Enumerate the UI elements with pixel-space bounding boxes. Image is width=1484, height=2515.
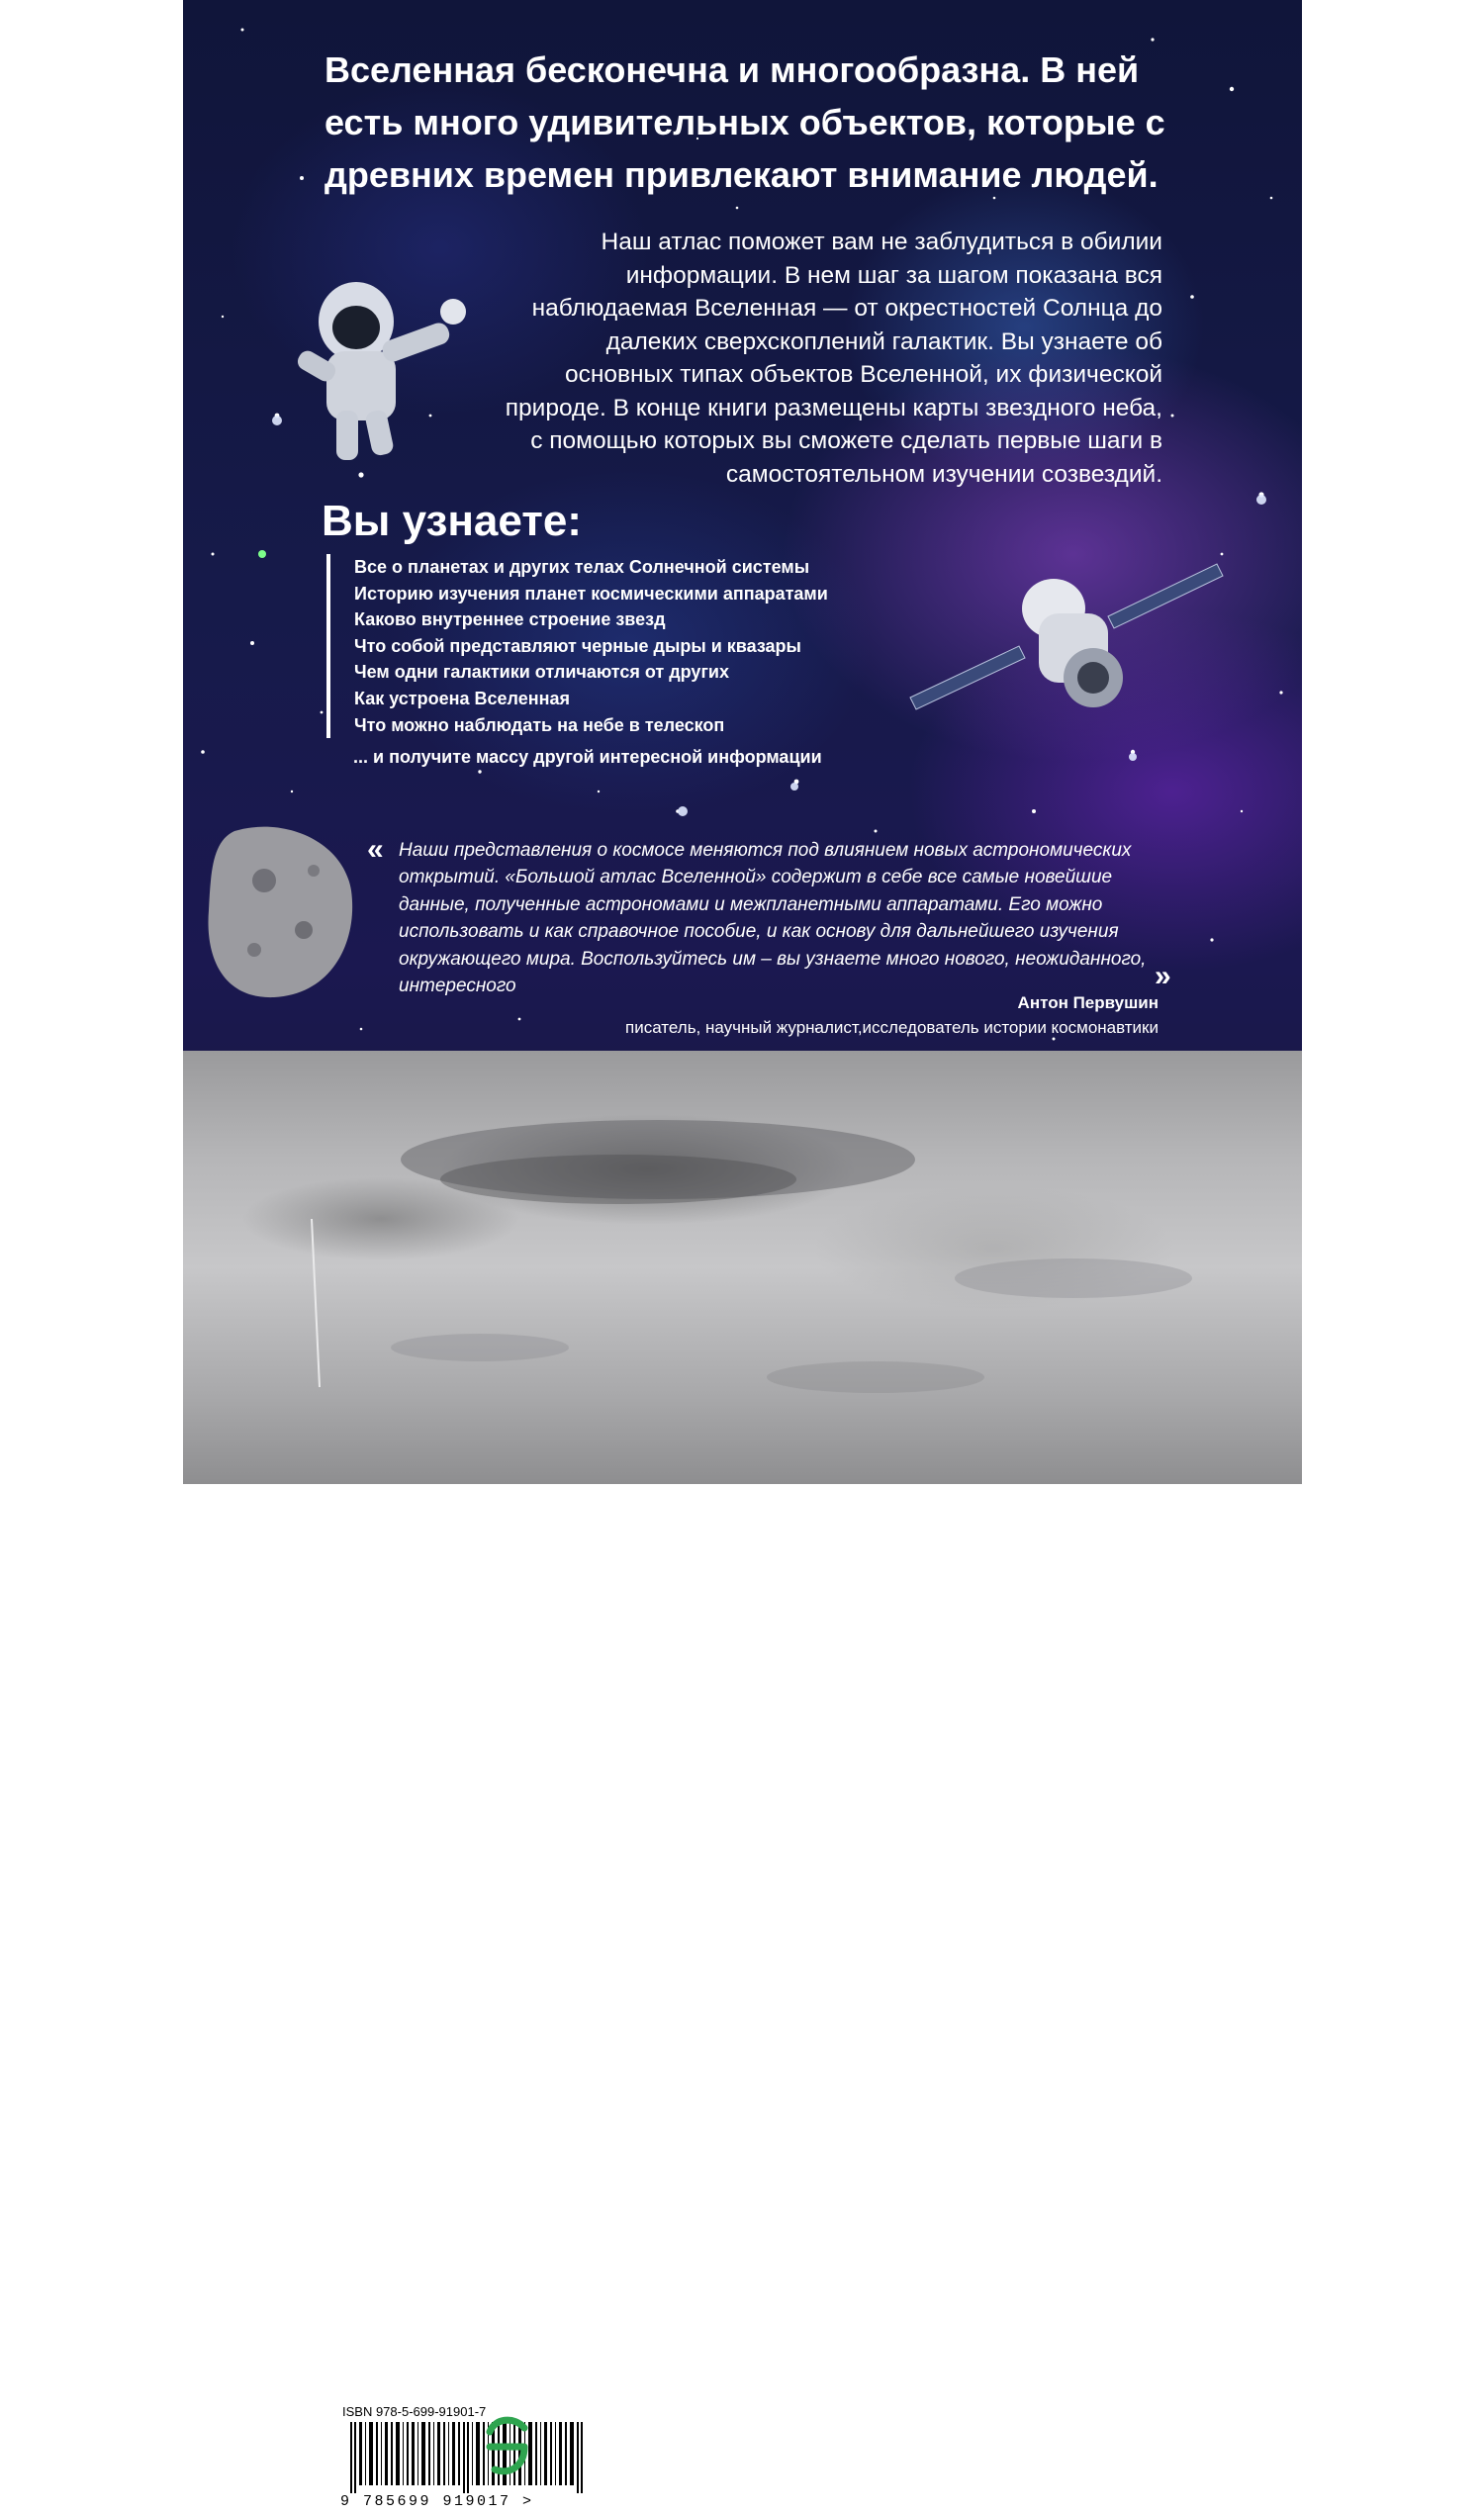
review-quote: Наши представления о космосе меняются под влиянием новых астрономических открытий. «Большой атлас Вселенной» содержит в себе все самые новейшие данные, полученные астрономами и межпланетными аппаратами. Его можно использовать и как справочное пособие, и как основу для дальнейшего изучения окружающего мира. Воспользуйтесь им – вы узнаете много нового, неожиданного, интересного xyxy=(399,840,1147,997)
intro-paragraph: Наш атлас поможет вам не заблудиться в обилии информации. В нем шаг за шагом показана вся наблюдаемая Вселенная — от окрестностей Солнца до далеких сверхскоплений галактик. Вы узнаете об основных типах объектов Вселенной, их физической природе. В конце книги размещены карты звездного неба, с помощью которых вы сможете сделать первые шаги в самостоятельном изучении созвездий. xyxy=(505,229,1162,488)
barcode-digits: 9 785699 919017 > xyxy=(340,2493,534,2510)
astronaut-illustration xyxy=(287,262,475,470)
quote-open-mark: « xyxy=(367,833,384,866)
isbn-barcode-block xyxy=(334,2400,627,2515)
learn-item: Все о планетах и других телах Солнечной системы xyxy=(354,557,810,577)
lunar-crater-detail xyxy=(183,1051,1302,1484)
learn-list xyxy=(326,554,968,738)
asteroid-illustration xyxy=(205,821,355,999)
quote-author: Антон Первушин xyxy=(1017,993,1159,1012)
learn-item: Как устроена Вселенная xyxy=(354,688,570,708)
lunar-surface-photo xyxy=(183,1051,1302,2510)
learn-item: Каково внутреннее строение звезд xyxy=(354,609,666,630)
learn-item: Чем одни галактики отличаются от других xyxy=(354,662,730,683)
isbn-label: ISBN 978-5-699-91901-7 xyxy=(342,2404,487,2419)
learn-item: Что собой представляют черные дыры и квазары xyxy=(354,635,801,656)
lead-paragraph: Вселенная бесконечна и многообразна. В ней есть много удивительных объектов, которые с древних времен привлекают внимание людей. xyxy=(325,49,1165,195)
learn-heading: Вы узнаете: xyxy=(322,497,582,545)
learn-item: Историю изучения планет космическими аппаратами xyxy=(354,583,828,604)
quote-close-mark: » xyxy=(1155,960,1171,992)
book-back-cover xyxy=(183,0,1302,2510)
learn-more-text: ... и получите массу другой интересной информации xyxy=(353,747,822,767)
learn-item: Что можно наблюдать на небе в телескоп xyxy=(354,714,725,735)
barcode-icon xyxy=(340,2422,619,2493)
quote-author-role: писатель, научный журналист,исследователь истории космонавтики xyxy=(625,1018,1159,1037)
publisher-logo-icon xyxy=(485,2414,530,2479)
